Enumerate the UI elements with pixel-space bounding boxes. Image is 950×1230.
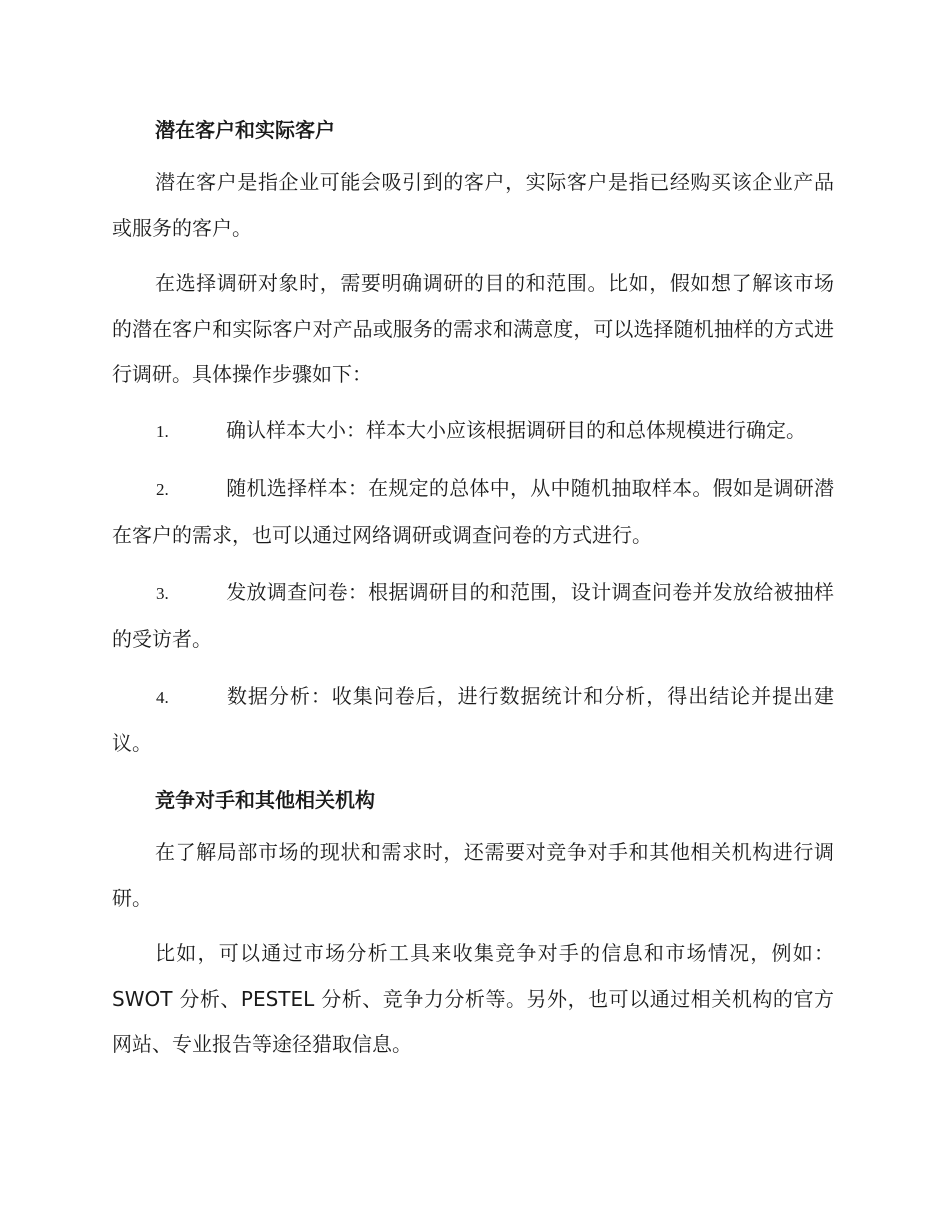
step-text: 确认样本大小：样本大小应该根据调研目的和总体规模进行确定。 (226, 417, 806, 442)
step-number: 3. (156, 584, 169, 603)
document-body (112, 108, 834, 1078)
paragraph: 在选择调研对象时，需要明确调研的目的和范围。比如，假如想了解该市场的潜在客户和实际客户对产品或服务的需求和满意度，可以选择随机抽样的方式进行调研。具体操作步骤如下： (112, 271, 834, 386)
step-item (112, 674, 834, 766)
paragraph: 潜在客户是指企业可能会吸引到的客户，实际客户是指已经购买该企业产品或服务的客户。 (112, 170, 834, 240)
section-heading-potential-actual-customers: 潜在客户和实际客户 (155, 118, 335, 142)
step-number: 2. (156, 480, 169, 499)
section-heading-competitors-institutions: 竞争对手和其他相关机构 (155, 788, 375, 812)
step-text: 随机选择样本：在规定的总体中，从中随机抽取样本。假如是调研潜在客户的需求，也可以通过网络调研或调查问卷的方式进行。 (112, 476, 834, 547)
step-number: 1. (156, 421, 169, 441)
step-text: 发放调查问卷：根据调研目的和范围，设计调查问卷并发放给被抽样的受访者。 (112, 580, 834, 651)
step-item (112, 408, 834, 455)
step-text: 数据分析：收集问卷后，进行数据统计和分析，得出结论并提出建议。 (112, 684, 834, 755)
step-number: 4. (156, 688, 169, 707)
step-item (112, 570, 834, 662)
step-item (112, 466, 834, 558)
paragraph: 比如，可以通过市场分析工具来收集竞争对手的信息和市场情况，例如：SWOT 分析、PESTEL 分析、竞争力分析等。另外，也可以通过相关机构的官方网站、专业报告等途径猎取信息。 (112, 941, 834, 1056)
paragraph: 在了解局部市场的现状和需求时，还需要对竞争对手和其他相关机构进行调研。 (112, 840, 834, 910)
